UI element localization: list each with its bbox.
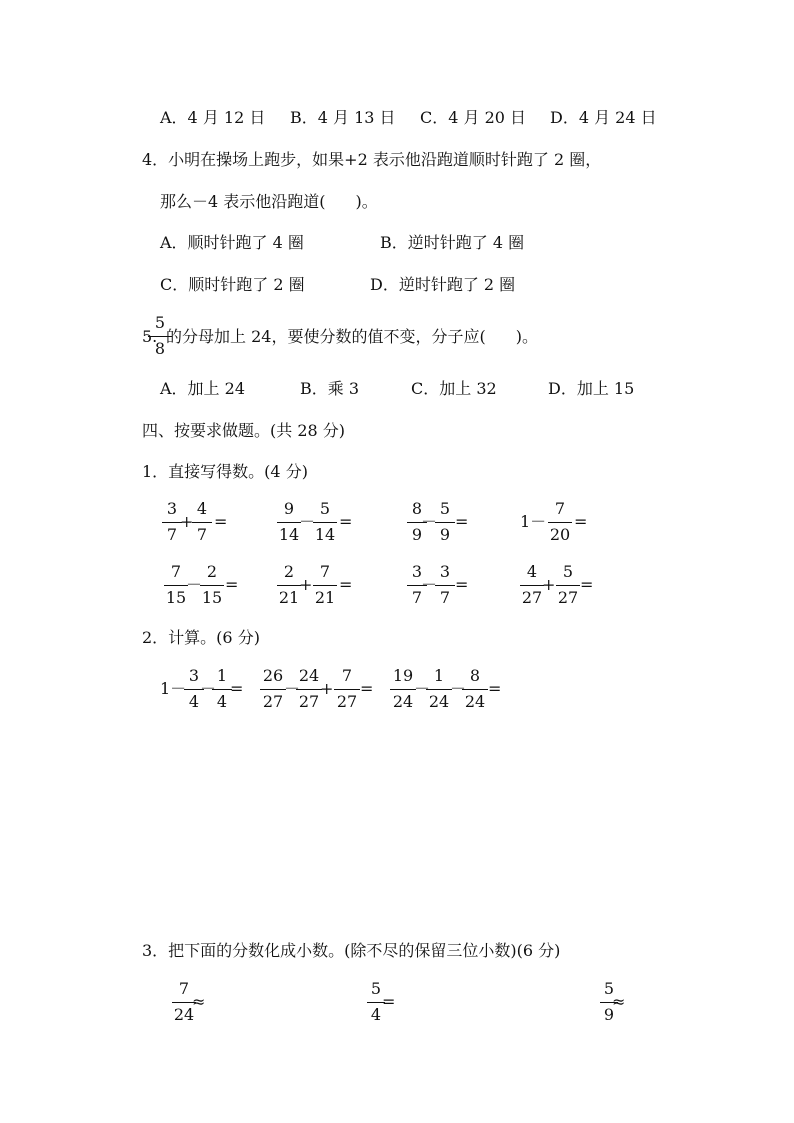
p1-expr-8	[518, 563, 618, 613]
fraction-bar	[556, 585, 580, 586]
numerator: 3	[411, 562, 423, 581]
equals-sign: =	[225, 575, 239, 594]
p1-expr-1	[160, 500, 250, 550]
numerator: 7	[319, 562, 331, 581]
p1-expr-6	[275, 563, 375, 613]
q5-stem	[142, 314, 662, 364]
denominator: 21	[314, 588, 336, 607]
equals-sign: =	[382, 992, 396, 1011]
p1-expr-4	[520, 500, 620, 550]
numerator: 5	[319, 499, 331, 518]
numerator: 1	[216, 666, 228, 685]
numerator: 9	[283, 499, 295, 518]
numerator: 5	[154, 313, 166, 332]
numerator: 8	[411, 499, 423, 518]
fraction-bar	[192, 522, 212, 523]
denominator: 8	[154, 339, 166, 358]
denominator: 7	[166, 525, 178, 544]
p2-expr-3	[388, 667, 518, 717]
numerator: 7	[170, 562, 182, 581]
fraction-bar	[334, 689, 360, 690]
fraction-bar	[296, 689, 322, 690]
equals-sign: =	[339, 512, 353, 531]
equals-sign: =	[455, 575, 469, 594]
numerator: 7	[178, 979, 190, 998]
operator: －	[450, 679, 467, 698]
p3-expr-1	[170, 980, 230, 1030]
q5-option-b: B．乘 3	[300, 379, 360, 398]
denominator: 24	[464, 692, 486, 711]
numerator: 3	[439, 562, 451, 581]
p2-expr-1	[160, 667, 260, 717]
numerator: 7	[341, 666, 353, 685]
fraction-bar	[435, 585, 455, 586]
p1-expr-3	[405, 500, 495, 550]
denominator: 27	[262, 692, 284, 711]
fraction-bar	[212, 689, 232, 690]
numerator: 1	[433, 666, 445, 685]
approx-sign: ≈	[192, 992, 206, 1011]
denominator: 9	[603, 1005, 615, 1024]
p1-expr-2	[275, 500, 375, 550]
q3-option-a: A．4 月 12 日	[160, 108, 266, 127]
part3-title: 3．把下面的分数化成小数。(除不尽的保留三位小数)(6 分)	[142, 941, 561, 960]
denominator: 4	[216, 692, 228, 711]
denominator: 7	[196, 525, 208, 544]
fraction-bar	[462, 689, 488, 690]
operator: －	[299, 512, 316, 531]
denominator: 15	[165, 588, 187, 607]
q5-text: 的分母加上 24，要使分数的值不变，分子应(	[166, 327, 486, 346]
operator: +	[542, 575, 556, 594]
operator: +	[180, 512, 194, 531]
denominator: 14	[278, 525, 300, 544]
q5-option-a: A．加上 24	[160, 379, 246, 398]
fraction-bar	[164, 585, 188, 586]
fraction-bar	[435, 522, 455, 523]
fraction-bar	[200, 585, 224, 586]
numerator: 2	[206, 562, 218, 581]
operator: 1－	[160, 679, 187, 698]
operator: +	[299, 575, 313, 594]
numerator: 26	[262, 666, 284, 685]
q5-text-end: )。	[515, 327, 538, 346]
denominator: 27	[557, 588, 579, 607]
numerator: 5	[439, 499, 451, 518]
q4-option-b: B．逆时针跑了 4 圈	[380, 233, 525, 252]
operator: －	[421, 575, 438, 594]
numerator: 3	[166, 499, 178, 518]
denominator: 21	[278, 588, 300, 607]
denominator: 7	[411, 588, 423, 607]
equals-sign: =	[360, 679, 374, 698]
denominator: 24	[428, 692, 450, 711]
denominator: 24	[392, 692, 414, 711]
q4-option-c: C．顺时针跑了 2 圈	[160, 275, 305, 294]
q3-option-d: D．4 月 24 日	[550, 108, 657, 127]
operator: －	[421, 512, 438, 531]
section-title: 四、按要求做题。(共 28 分)	[142, 421, 346, 440]
denominator: 9	[439, 525, 451, 544]
numerator: 4	[526, 562, 538, 581]
operator: 1－	[520, 512, 547, 531]
denominator: 4	[370, 1005, 382, 1024]
denominator: 24	[173, 1005, 195, 1024]
numerator: 7	[554, 499, 566, 518]
numerator: 4	[196, 499, 208, 518]
fraction-bar	[313, 585, 337, 586]
operator: －	[414, 679, 431, 698]
equals-sign: =	[214, 512, 228, 531]
q3-option-c: C．4 月 20 日	[420, 108, 527, 127]
q5-stem-text	[166, 327, 538, 347]
numerator: 19	[392, 666, 414, 685]
equals-sign: =	[580, 575, 594, 594]
part1-title: 1．直接写得数。(4 分)	[142, 462, 308, 481]
operator: +	[320, 679, 334, 698]
operator: －	[284, 679, 301, 698]
fraction-bar	[548, 522, 572, 523]
denominator: 9	[411, 525, 423, 544]
operator: －	[186, 575, 203, 594]
numerator: 5	[603, 979, 615, 998]
numerator: 8	[469, 666, 481, 685]
part2-title: 2．计算。(6 分)	[142, 628, 260, 647]
equals-sign: =	[488, 679, 502, 698]
denominator: 27	[521, 588, 543, 607]
fraction-bar	[390, 689, 416, 690]
q5-option-c: C．加上 32	[411, 379, 497, 398]
fraction-bar	[162, 522, 182, 523]
approx-sign: ≈	[612, 992, 626, 1011]
p1-expr-5	[162, 563, 262, 613]
fraction-bar	[277, 522, 301, 523]
fraction-bar	[520, 585, 544, 586]
numerator: 3	[188, 666, 200, 685]
equals-sign: =	[574, 512, 588, 531]
fraction-bar	[277, 585, 301, 586]
denominator: 4	[188, 692, 200, 711]
denominator: 27	[298, 692, 320, 711]
denominator: 15	[201, 588, 223, 607]
denominator: 27	[336, 692, 358, 711]
operator: －	[200, 679, 217, 698]
p2-expr-2	[258, 667, 388, 717]
q4-stem-end: )。	[355, 192, 378, 211]
equals-sign: =	[339, 575, 353, 594]
equals-sign: =	[230, 679, 244, 698]
numerator: 2	[283, 562, 295, 581]
q4-option-d: D．逆时针跑了 2 圈	[370, 275, 516, 294]
numerator: 5	[370, 979, 382, 998]
fraction-bar	[313, 522, 337, 523]
denominator: 20	[549, 525, 571, 544]
q4-option-a: A．顺时针跑了 4 圈	[160, 233, 304, 252]
q4-stem-line1: 4．小明在操场上跑步，如果+2 表示他沿跑道顺时针跑了 2 圈，	[142, 150, 602, 169]
equals-sign: =	[455, 512, 469, 531]
p1-expr-7	[405, 563, 495, 613]
p3-expr-2	[365, 980, 425, 1030]
fraction-bar	[260, 689, 286, 690]
q5-option-d: D．加上 15	[548, 379, 635, 398]
denominator: 14	[314, 525, 336, 544]
denominator: 7	[439, 588, 451, 607]
q4-stem-text: 那么－4 表示他沿跑道(	[160, 192, 326, 211]
q4-stem-line2	[160, 192, 378, 212]
p3-expr-3	[598, 980, 658, 1030]
q3-option-b: B．4 月 13 日	[290, 108, 396, 127]
numerator: 24	[298, 666, 320, 685]
q5-number: 5.	[142, 327, 158, 346]
numerator: 5	[562, 562, 574, 581]
fraction-bar	[426, 689, 452, 690]
